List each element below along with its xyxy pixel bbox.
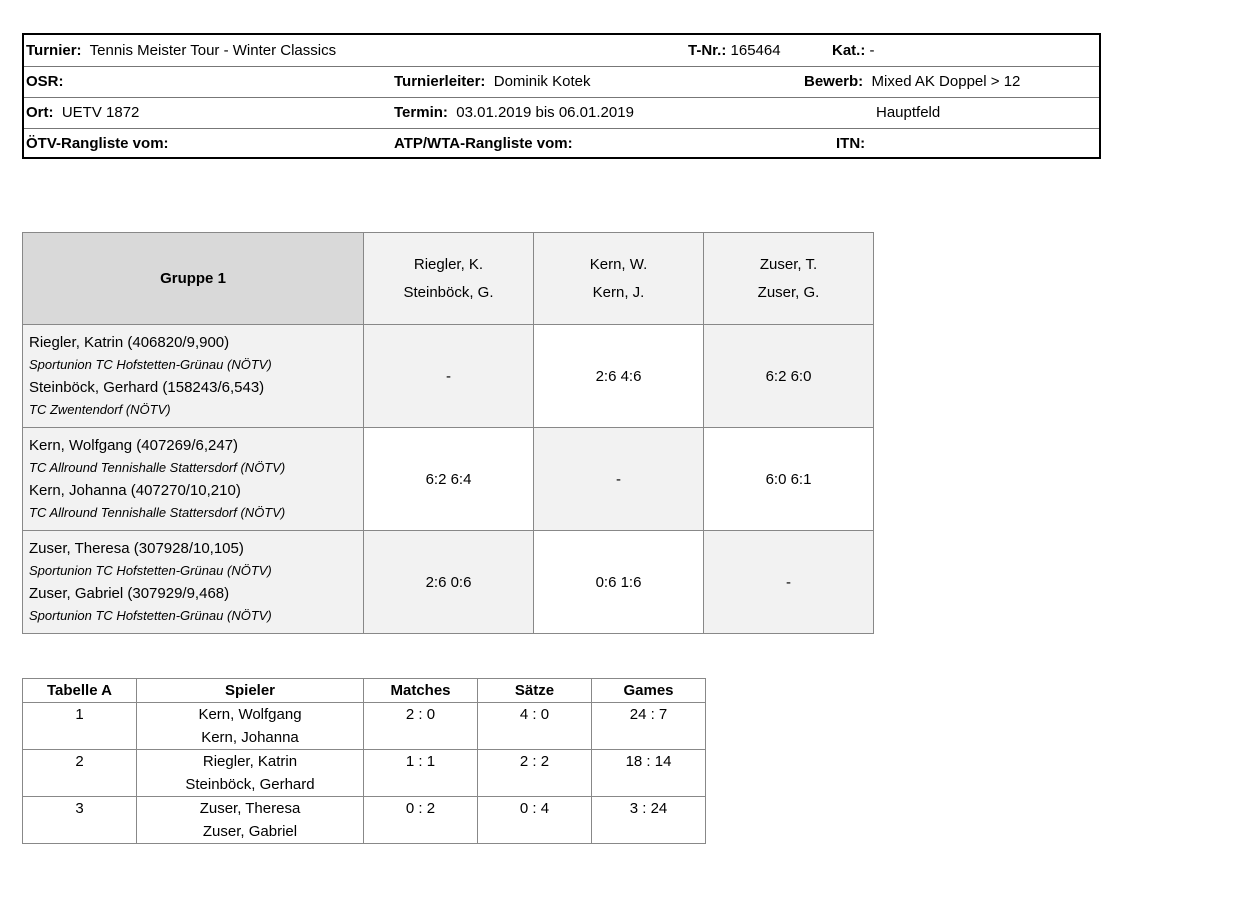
kat-label: Kat.:	[832, 42, 866, 59]
standings-header-games: Games	[592, 679, 706, 703]
saetze-cell: 4 : 0	[478, 703, 592, 750]
player-club: Sportunion TC Hofstetten-Grünau (NÖTV)	[29, 608, 272, 623]
saetze-cell: 0 : 4	[478, 797, 592, 844]
result-cell: -	[534, 428, 704, 531]
termin-label: Termin:	[394, 104, 448, 121]
header-row-ort	[24, 97, 1099, 129]
group-column-2: Kern, W. Kern, J.	[534, 233, 704, 325]
player-name: Zuser, Theresa (307928/10,105)	[29, 540, 244, 557]
result-cell: 0:6 1:6	[534, 531, 704, 634]
group-column-3: Zuser, T. Zuser, G.	[704, 233, 874, 325]
standings-header-row	[23, 679, 706, 703]
ort-label: Ort:	[26, 104, 54, 121]
player-club: Sportunion TC Hofstetten-Grünau (NÖTV)	[29, 563, 272, 578]
standings-header-saetze: Sätze	[478, 679, 592, 703]
standings-row-3	[23, 797, 706, 844]
player-club: TC Allround Tennishalle Stattersdorf (NÖTV)	[29, 460, 286, 475]
header-row-osr	[24, 66, 1099, 98]
player-name: Riegler, Katrin (406820/9,900)	[29, 334, 230, 351]
tnr-label: T-Nr.:	[688, 42, 727, 59]
bewerb-value: Mixed AK Doppel > 12	[871, 73, 1021, 90]
standings-row-1	[23, 703, 706, 750]
rank-cell: 1	[23, 703, 137, 750]
header-row-rangliste	[24, 128, 1099, 159]
group-table	[22, 232, 874, 634]
standings-header-matches: Matches	[364, 679, 478, 703]
player-club: Sportunion TC Hofstetten-Grünau (NÖTV)	[29, 357, 272, 372]
result-cell: 2:6 0:6	[364, 531, 534, 634]
rank-cell: 3	[23, 797, 137, 844]
osr-label: OSR:	[26, 73, 64, 90]
standings-header-player: Spieler	[137, 679, 364, 703]
group-header-row	[23, 233, 874, 325]
games-cell: 18 : 14	[592, 750, 706, 797]
matches-cell: 0 : 2	[364, 797, 478, 844]
player-cell: Zuser, Theresa Zuser, Gabriel	[137, 797, 364, 844]
ort-value: UETV 1872	[61, 104, 140, 121]
atp-rangliste-label: ATP/WTA-Rangliste vom:	[394, 135, 573, 152]
team-cell	[23, 428, 364, 531]
standings-row-2	[23, 750, 706, 797]
result-cell: -	[704, 531, 874, 634]
group-row-2	[23, 428, 874, 531]
standings-header-rank: Tabelle A	[23, 679, 137, 703]
player-name: Zuser, Gabriel (307929/9,468)	[29, 585, 230, 602]
player-club: TC Zwentendorf (NÖTV)	[29, 402, 171, 417]
matches-cell: 1 : 1	[364, 750, 478, 797]
player-cell: Kern, Wolfgang Kern, Johanna	[137, 703, 364, 750]
turnierleiter-label: Turnierleiter:	[394, 73, 486, 90]
tournament-header	[22, 33, 1101, 159]
standings-table	[22, 678, 706, 844]
turnier-value: Tennis Meister Tour - Winter Classics	[89, 42, 337, 59]
tnr-value: 165464	[730, 42, 781, 59]
team-cell	[23, 325, 364, 428]
result-cell: 6:2 6:0	[704, 325, 874, 428]
team-cell	[23, 531, 364, 634]
turnier-label: Turnier:	[26, 42, 82, 59]
result-cell: -	[364, 325, 534, 428]
result-cell: 6:0 6:1	[704, 428, 874, 531]
player-name: Steinböck, Gerhard (158243/6,543)	[29, 379, 265, 396]
player-name: Kern, Wolfgang (407269/6,247)	[29, 437, 239, 454]
result-cell: 2:6 4:6	[534, 325, 704, 428]
player-club: TC Allround Tennishalle Stattersdorf (NÖTV)	[29, 505, 286, 520]
matches-cell: 2 : 0	[364, 703, 478, 750]
rank-cell: 2	[23, 750, 137, 797]
turnierleiter-value: Dominik Kotek	[493, 73, 591, 90]
result-cell: 6:2 6:4	[364, 428, 534, 531]
group-row-1	[23, 325, 874, 428]
group-title: Gruppe 1	[23, 233, 364, 325]
kat-value: -	[869, 42, 875, 59]
player-cell: Riegler, Katrin Steinböck, Gerhard	[137, 750, 364, 797]
oetv-rangliste-label: ÖTV-Rangliste vom:	[26, 135, 169, 152]
header-row-turnier	[24, 35, 1099, 67]
games-cell: 3 : 24	[592, 797, 706, 844]
games-cell: 24 : 7	[592, 703, 706, 750]
feld-value: Hauptfeld	[876, 104, 941, 121]
group-column-1: Riegler, K. Steinböck, G.	[364, 233, 534, 325]
group-row-3	[23, 531, 874, 634]
saetze-cell: 2 : 2	[478, 750, 592, 797]
itn-label: ITN:	[836, 135, 866, 152]
bewerb-label: Bewerb:	[804, 73, 864, 90]
termin-value: 03.01.2019 bis 06.01.2019	[456, 104, 634, 121]
player-name: Kern, Johanna (407270/10,210)	[29, 482, 241, 499]
